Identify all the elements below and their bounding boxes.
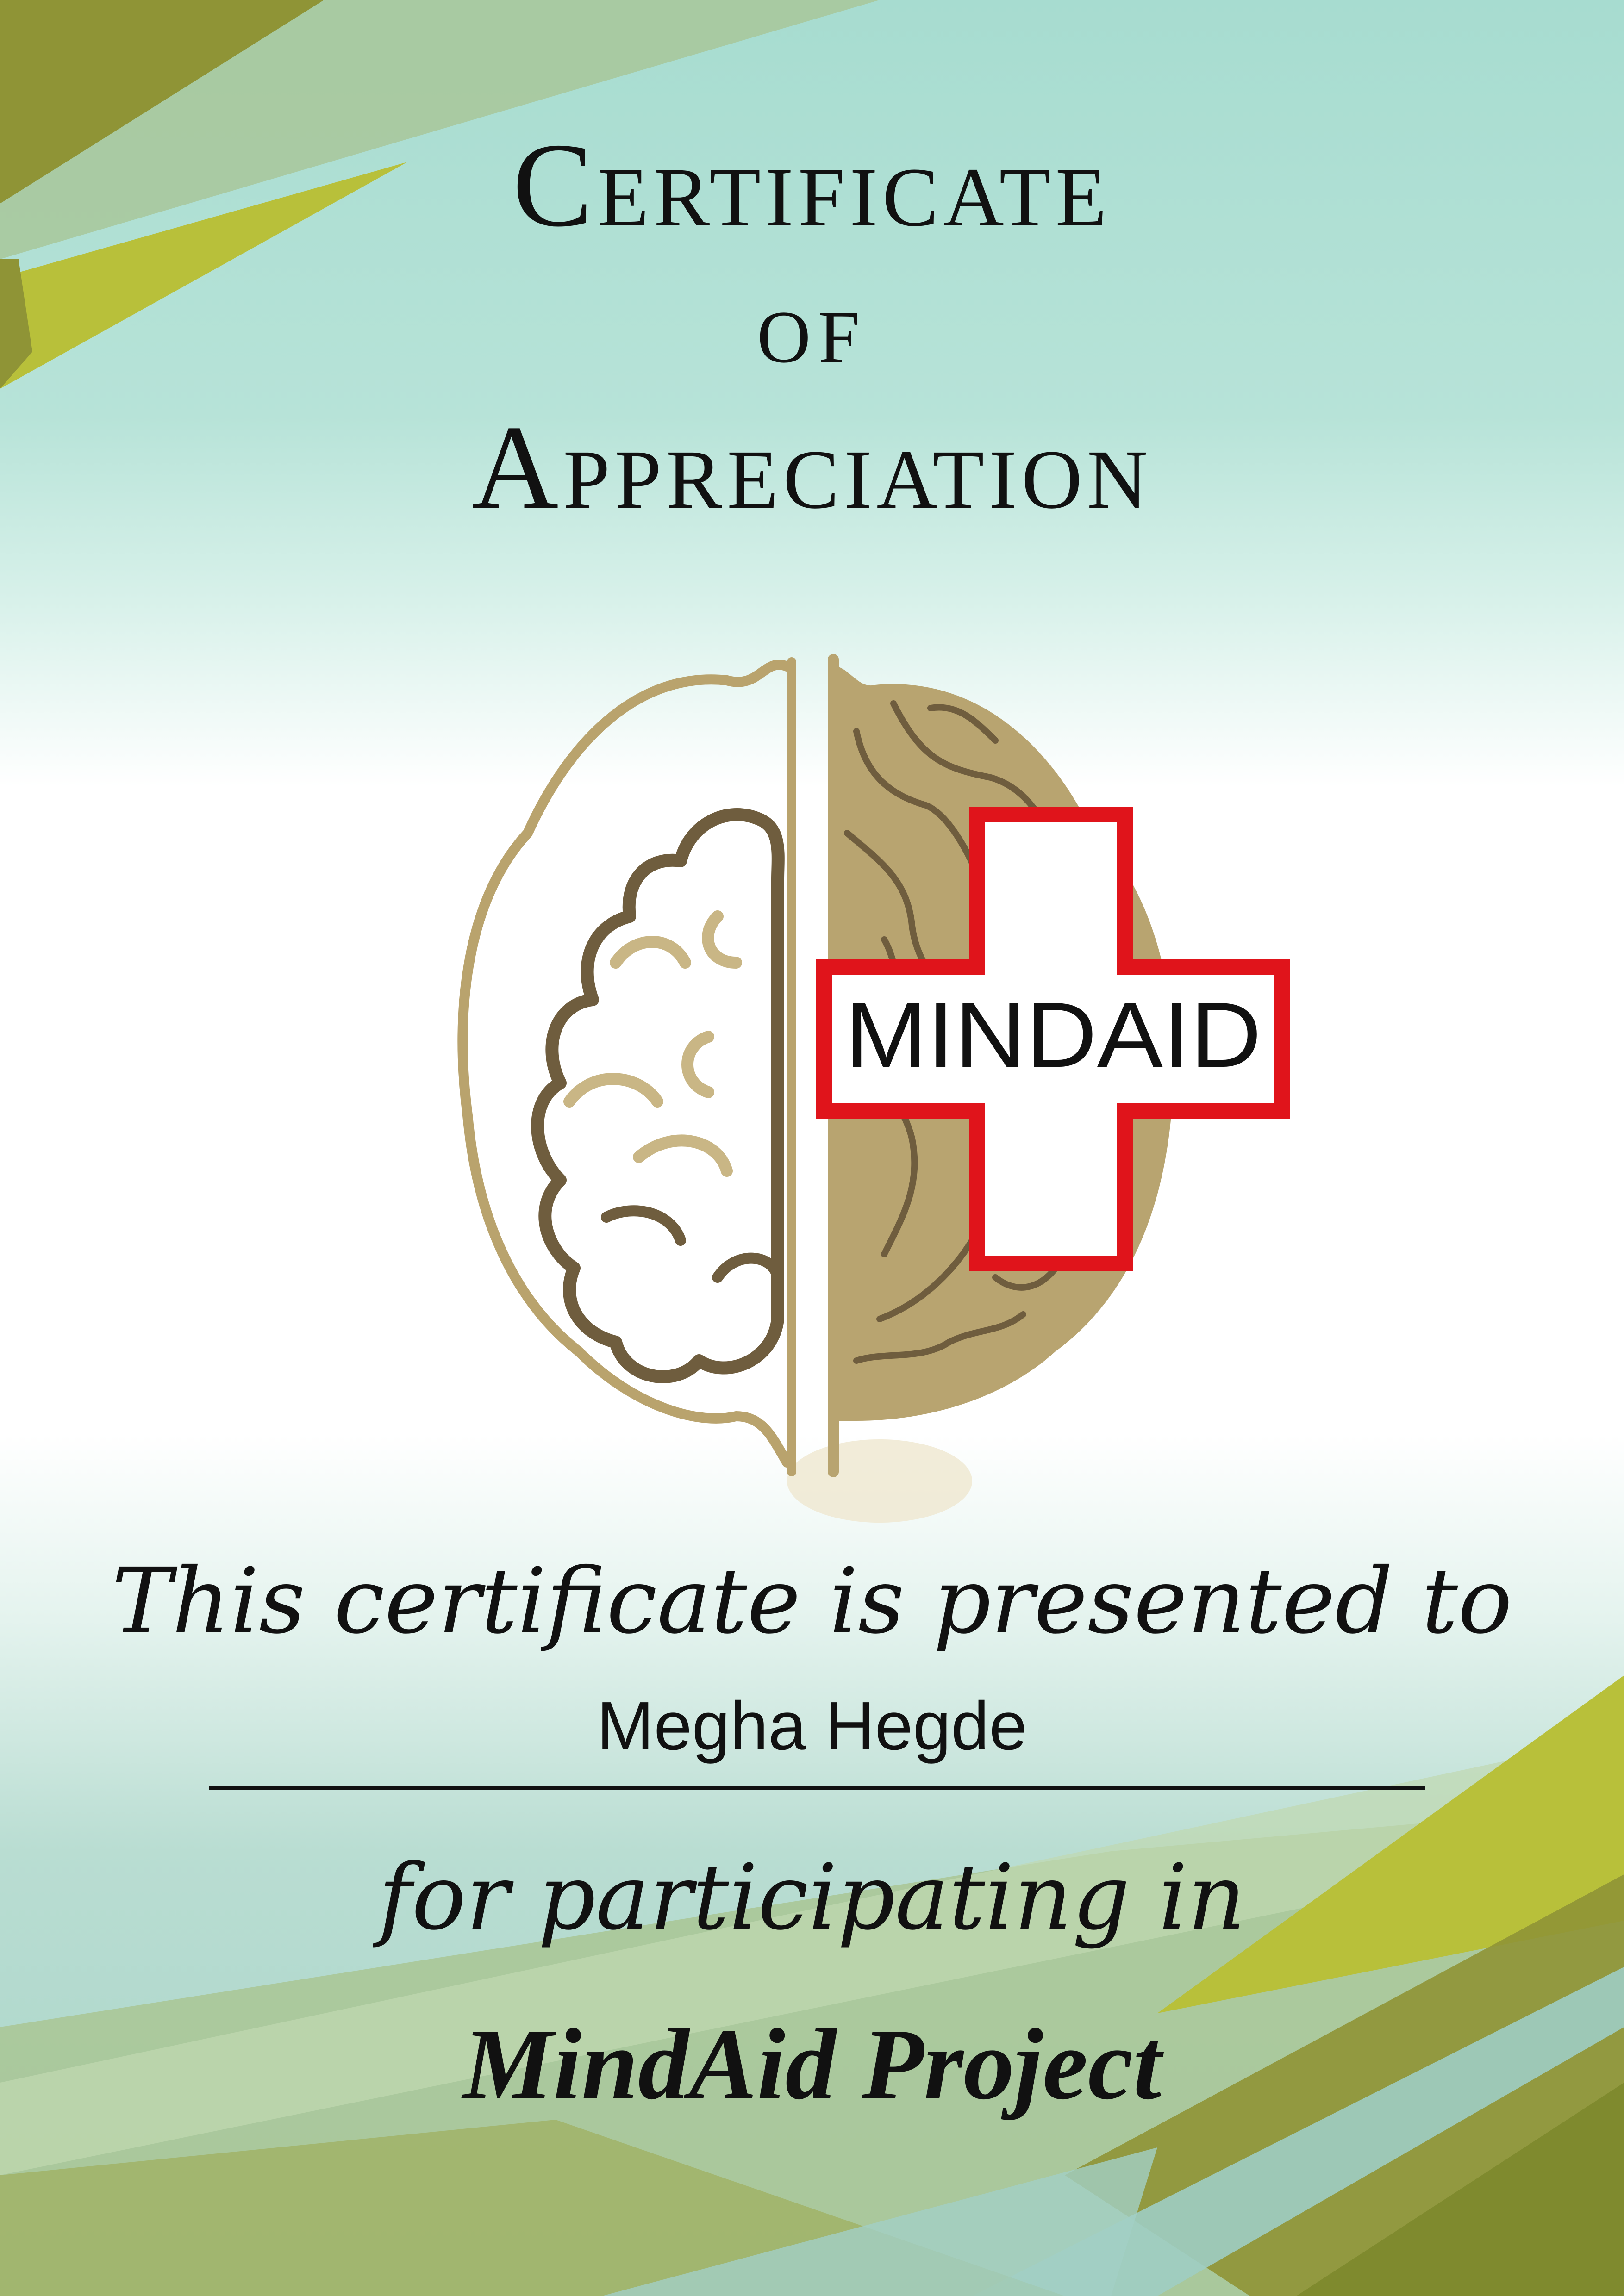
mindaid-logo — [440, 639, 1319, 1541]
logo-text: MINDAID — [845, 983, 1262, 1087]
presented-to-text: This certificate is presented to — [112, 1549, 1512, 1654]
brain-inner-curve-6 — [606, 1211, 681, 1240]
project-name: MindAid Project — [462, 2008, 1162, 2121]
recipient-underline — [209, 1786, 1425, 1790]
certificate-title-line3: Appreciation — [471, 401, 1153, 534]
recipient-name: Megha Hegde — [597, 1688, 1027, 1764]
brain-inner-curve-1 — [616, 942, 685, 963]
brain-left-hemisphere — [462, 662, 792, 1472]
brain-inner-curve-2 — [708, 916, 736, 963]
participation-text: for participating in — [378, 1845, 1246, 1950]
certificate-title-line1: Certificate — [512, 118, 1112, 252]
brain-inner-curve-7 — [718, 1258, 778, 1277]
brain-left-outline — [462, 665, 787, 1462]
logo-glow — [787, 1439, 972, 1523]
brain-inner-curve-4 — [639, 1140, 727, 1171]
brain-inner-curve-3 — [569, 1079, 657, 1101]
brain-inner-curve-5 — [687, 1037, 708, 1092]
certificate-title-line2: of — [757, 267, 867, 385]
